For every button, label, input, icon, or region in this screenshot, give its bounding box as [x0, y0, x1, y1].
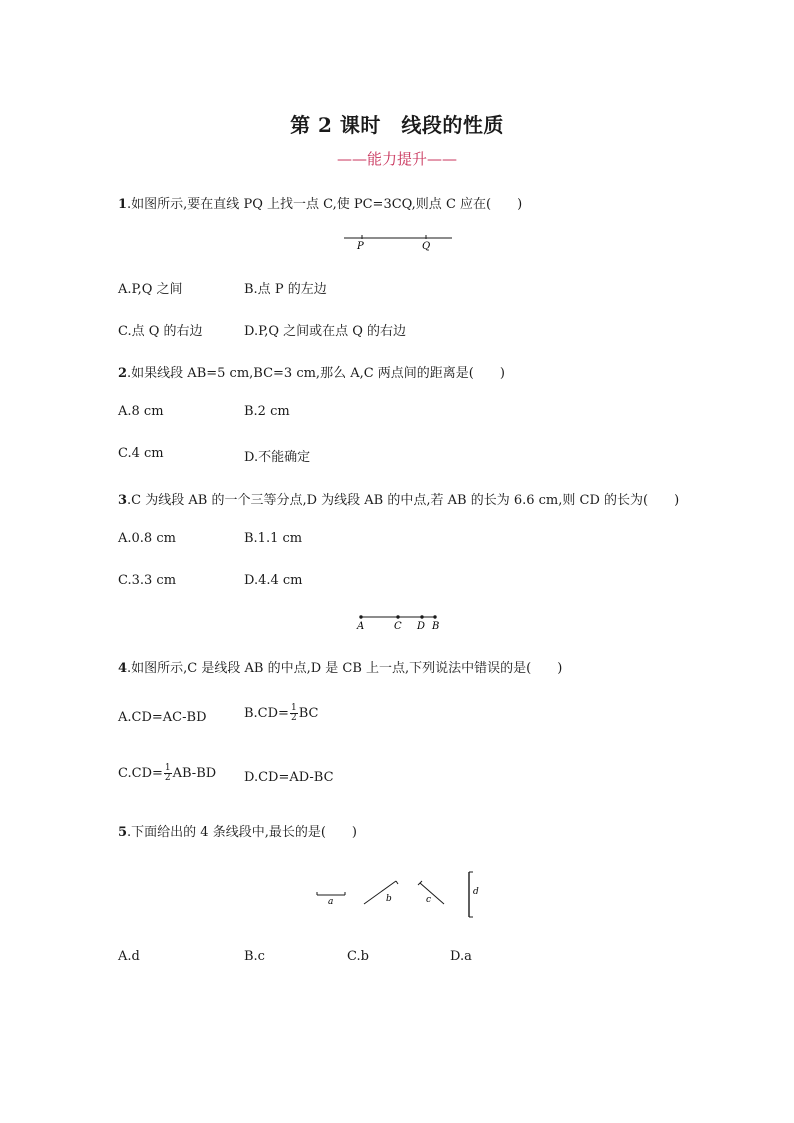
option-1b: B.点 P 的左边	[244, 282, 327, 297]
label-a: a	[328, 897, 334, 907]
option-text: B.CD=	[244, 706, 289, 721]
question-number: 1	[118, 197, 128, 212]
label-d: d	[473, 887, 479, 897]
option-2a: A.8 cm	[118, 404, 164, 419]
option-2c: C.4 cm	[118, 446, 164, 461]
question-text: .C 为线段 AB 的一个三等分点,D 为线段 AB 的中点,若 AB 的长为 6.6 cm,则 CD 的长为( )	[127, 493, 680, 508]
fraction	[164, 764, 172, 783]
option-1a: A.P,Q 之间	[118, 282, 183, 297]
label-c: c	[426, 895, 432, 905]
figure-four-segments	[310, 866, 490, 924]
option-text: C.CD=	[118, 766, 163, 781]
label-a: A	[357, 621, 365, 632]
segment-c	[420, 883, 444, 904]
option-5b: B.c	[244, 949, 265, 964]
question-number: 4	[118, 661, 128, 676]
fraction-denominator: 2	[164, 773, 171, 783]
figure-segment-ab	[352, 610, 444, 632]
option-1c: C.点 Q 的右边	[118, 324, 203, 339]
question-number: 2	[118, 366, 128, 381]
fraction	[290, 704, 298, 723]
label-b: b	[386, 894, 392, 904]
question-3	[118, 489, 679, 508]
point-c	[396, 615, 399, 618]
option-5d: D.a	[450, 949, 472, 964]
option-text: A.CD=AC-BD	[118, 710, 207, 725]
segment-b-end	[396, 881, 398, 884]
fraction-numerator: 1	[290, 703, 297, 713]
point-b	[433, 615, 436, 618]
option-1d: D.P,Q 之间或在点 Q 的右边	[244, 324, 407, 339]
option-5c: C.b	[347, 949, 369, 964]
option-3d: D.4.4 cm	[244, 573, 303, 588]
option-3a: A.0.8 cm	[118, 531, 176, 546]
question-4	[118, 657, 562, 676]
option-4c	[118, 764, 216, 783]
option-3b: B.1.1 cm	[244, 531, 303, 546]
option-text: D.CD=AD-BC	[244, 770, 334, 785]
option-4a	[118, 710, 207, 725]
label-q: Q	[422, 241, 431, 252]
question-number: 3	[118, 493, 128, 508]
question-1	[118, 193, 522, 212]
question-5	[118, 821, 357, 840]
option-text: BC	[298, 706, 319, 721]
question-text: .如果线段 AB=5 cm,BC=3 cm,那么 A,C 两点间的距离是( )	[127, 366, 505, 381]
option-3c: C.3.3 cm	[118, 573, 177, 588]
point-d	[420, 615, 423, 618]
option-4b	[244, 704, 318, 723]
section-subtitle: ——能力提升——	[336, 150, 457, 168]
option-text: AB-BD	[172, 766, 217, 781]
label-c: C	[394, 621, 402, 632]
question-2	[118, 362, 505, 381]
page-title: 第 2 课时 线段的性质	[290, 113, 504, 137]
fraction-denominator: 2	[290, 713, 297, 723]
label-p: P	[357, 241, 364, 252]
option-4d	[244, 770, 334, 785]
label-d: D	[417, 621, 426, 632]
question-text: .下面给出的 4 条线段中,最长的是( )	[127, 825, 357, 840]
option-2b: B.2 cm	[244, 404, 290, 419]
question-text: .如图所示,要在直线 PQ 上找一点 C,使 PC=3CQ,则点 C 应在( )	[127, 197, 523, 212]
point-a	[359, 615, 362, 618]
option-5a: A.d	[118, 949, 140, 964]
option-2d: D.不能确定	[244, 450, 311, 465]
question-number: 5	[118, 825, 128, 840]
figure-line-pq	[340, 230, 460, 252]
fraction-numerator: 1	[164, 763, 171, 773]
label-b: B	[432, 621, 440, 632]
question-text: .如图所示,C 是线段 AB 的中点,D 是 CB 上一点,下列说法中错误的是( )	[127, 661, 563, 676]
